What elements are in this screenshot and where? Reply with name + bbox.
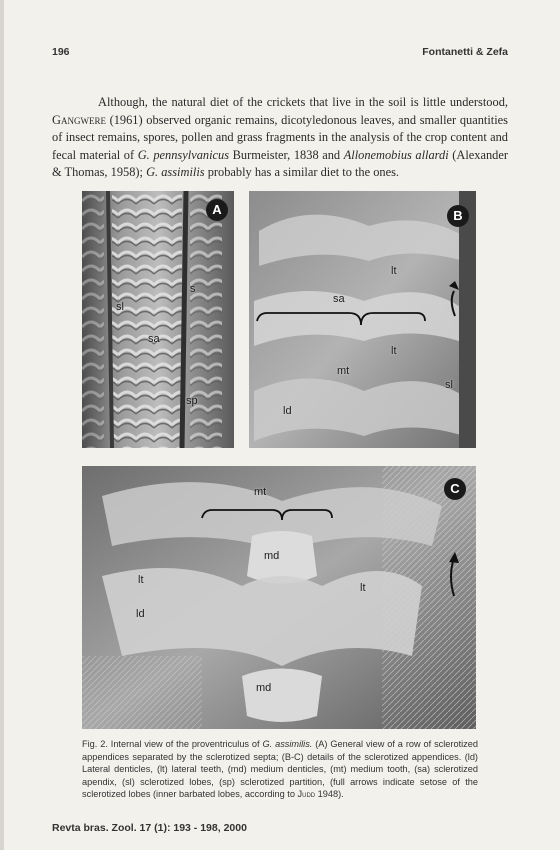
label-sa: sa [333,293,345,305]
label-s: s [190,283,196,295]
page-number: 196 [52,46,70,58]
label-lt-right: lt [360,582,366,594]
species-name: G. assimilis [146,165,205,180]
figure-panel-a [82,191,234,448]
label-lt-left: lt [138,574,144,586]
species-name: Allonemobius allardi [343,147,449,162]
caption-text: (A) General view of a row of sclerotized appendices separated by the sclerotized septa; (B-C) details of the sclerotized appendices. (ld) Lateral denticles, (lt) lateral teeth, (md) medium denticles, (mt) medium tooth, (sa) sclerotized apendix, (sl) sclerotized lobes, (sp) sclerotized partition, (full arrows indicate setose of the sclerotized lobes (inner barbated lobes, according to [82,739,478,800]
caption-suffix: 1948). [315,789,344,800]
figure-panel-c [82,466,476,729]
body-text-2: (1961) observed organic remains, dicotyledonous leaves, and smaller quantities of insect remains, spores, pollen and grass fragments in the analysis of the crop content and fecal material of [52,112,508,162]
label-md-lower: md [256,682,272,694]
label-sa: sa [148,333,160,345]
panel-letter-b: B [447,205,469,227]
caption-author-judd: Judd [297,789,316,800]
running-authors: Fontanetti & Zefa [422,46,508,58]
body-text-5: probably has a similar diet to the ones. [204,165,400,180]
label-sl: sl [116,301,124,313]
journal-citation: Revta bras. Zool. 17 (1): 193 - 198, 2000 [52,822,247,834]
panel-letter-a: A [206,199,228,221]
label-md-upper: md [264,550,280,562]
panel-letter-c: C [444,478,466,500]
sem-micrograph-a [82,191,234,448]
body-text-1: Although, the natural diet of the crickets that live in the soil is little understood, [98,95,508,109]
label-ld: ld [136,608,145,620]
caption-species: G. assimilis. [262,739,313,749]
label-ld: ld [283,405,292,417]
figure-panel-b [249,191,476,448]
label-sp: sp [186,395,198,407]
page-edge [0,0,4,850]
author-gangwere: Gangwere [52,112,106,127]
label-lt-lower: lt [391,345,397,357]
body-paragraph [52,94,508,182]
sem-micrograph-c [82,466,476,729]
label-lt-upper: lt [391,265,397,277]
body-text-3: Burmeister, 1838 and [229,147,344,162]
species-name: G. pennsylvanicus [137,147,230,162]
label-sl: sl [445,379,453,391]
figure-caption [82,738,478,801]
running-header [52,46,508,62]
body-text-4: (Alexander & Thomas, 1958); [52,147,508,180]
caption-prefix: Fig. 2. Internal view of the proventriculus of [82,739,263,749]
label-mt: mt [337,365,350,377]
label-mt: mt [254,486,267,498]
